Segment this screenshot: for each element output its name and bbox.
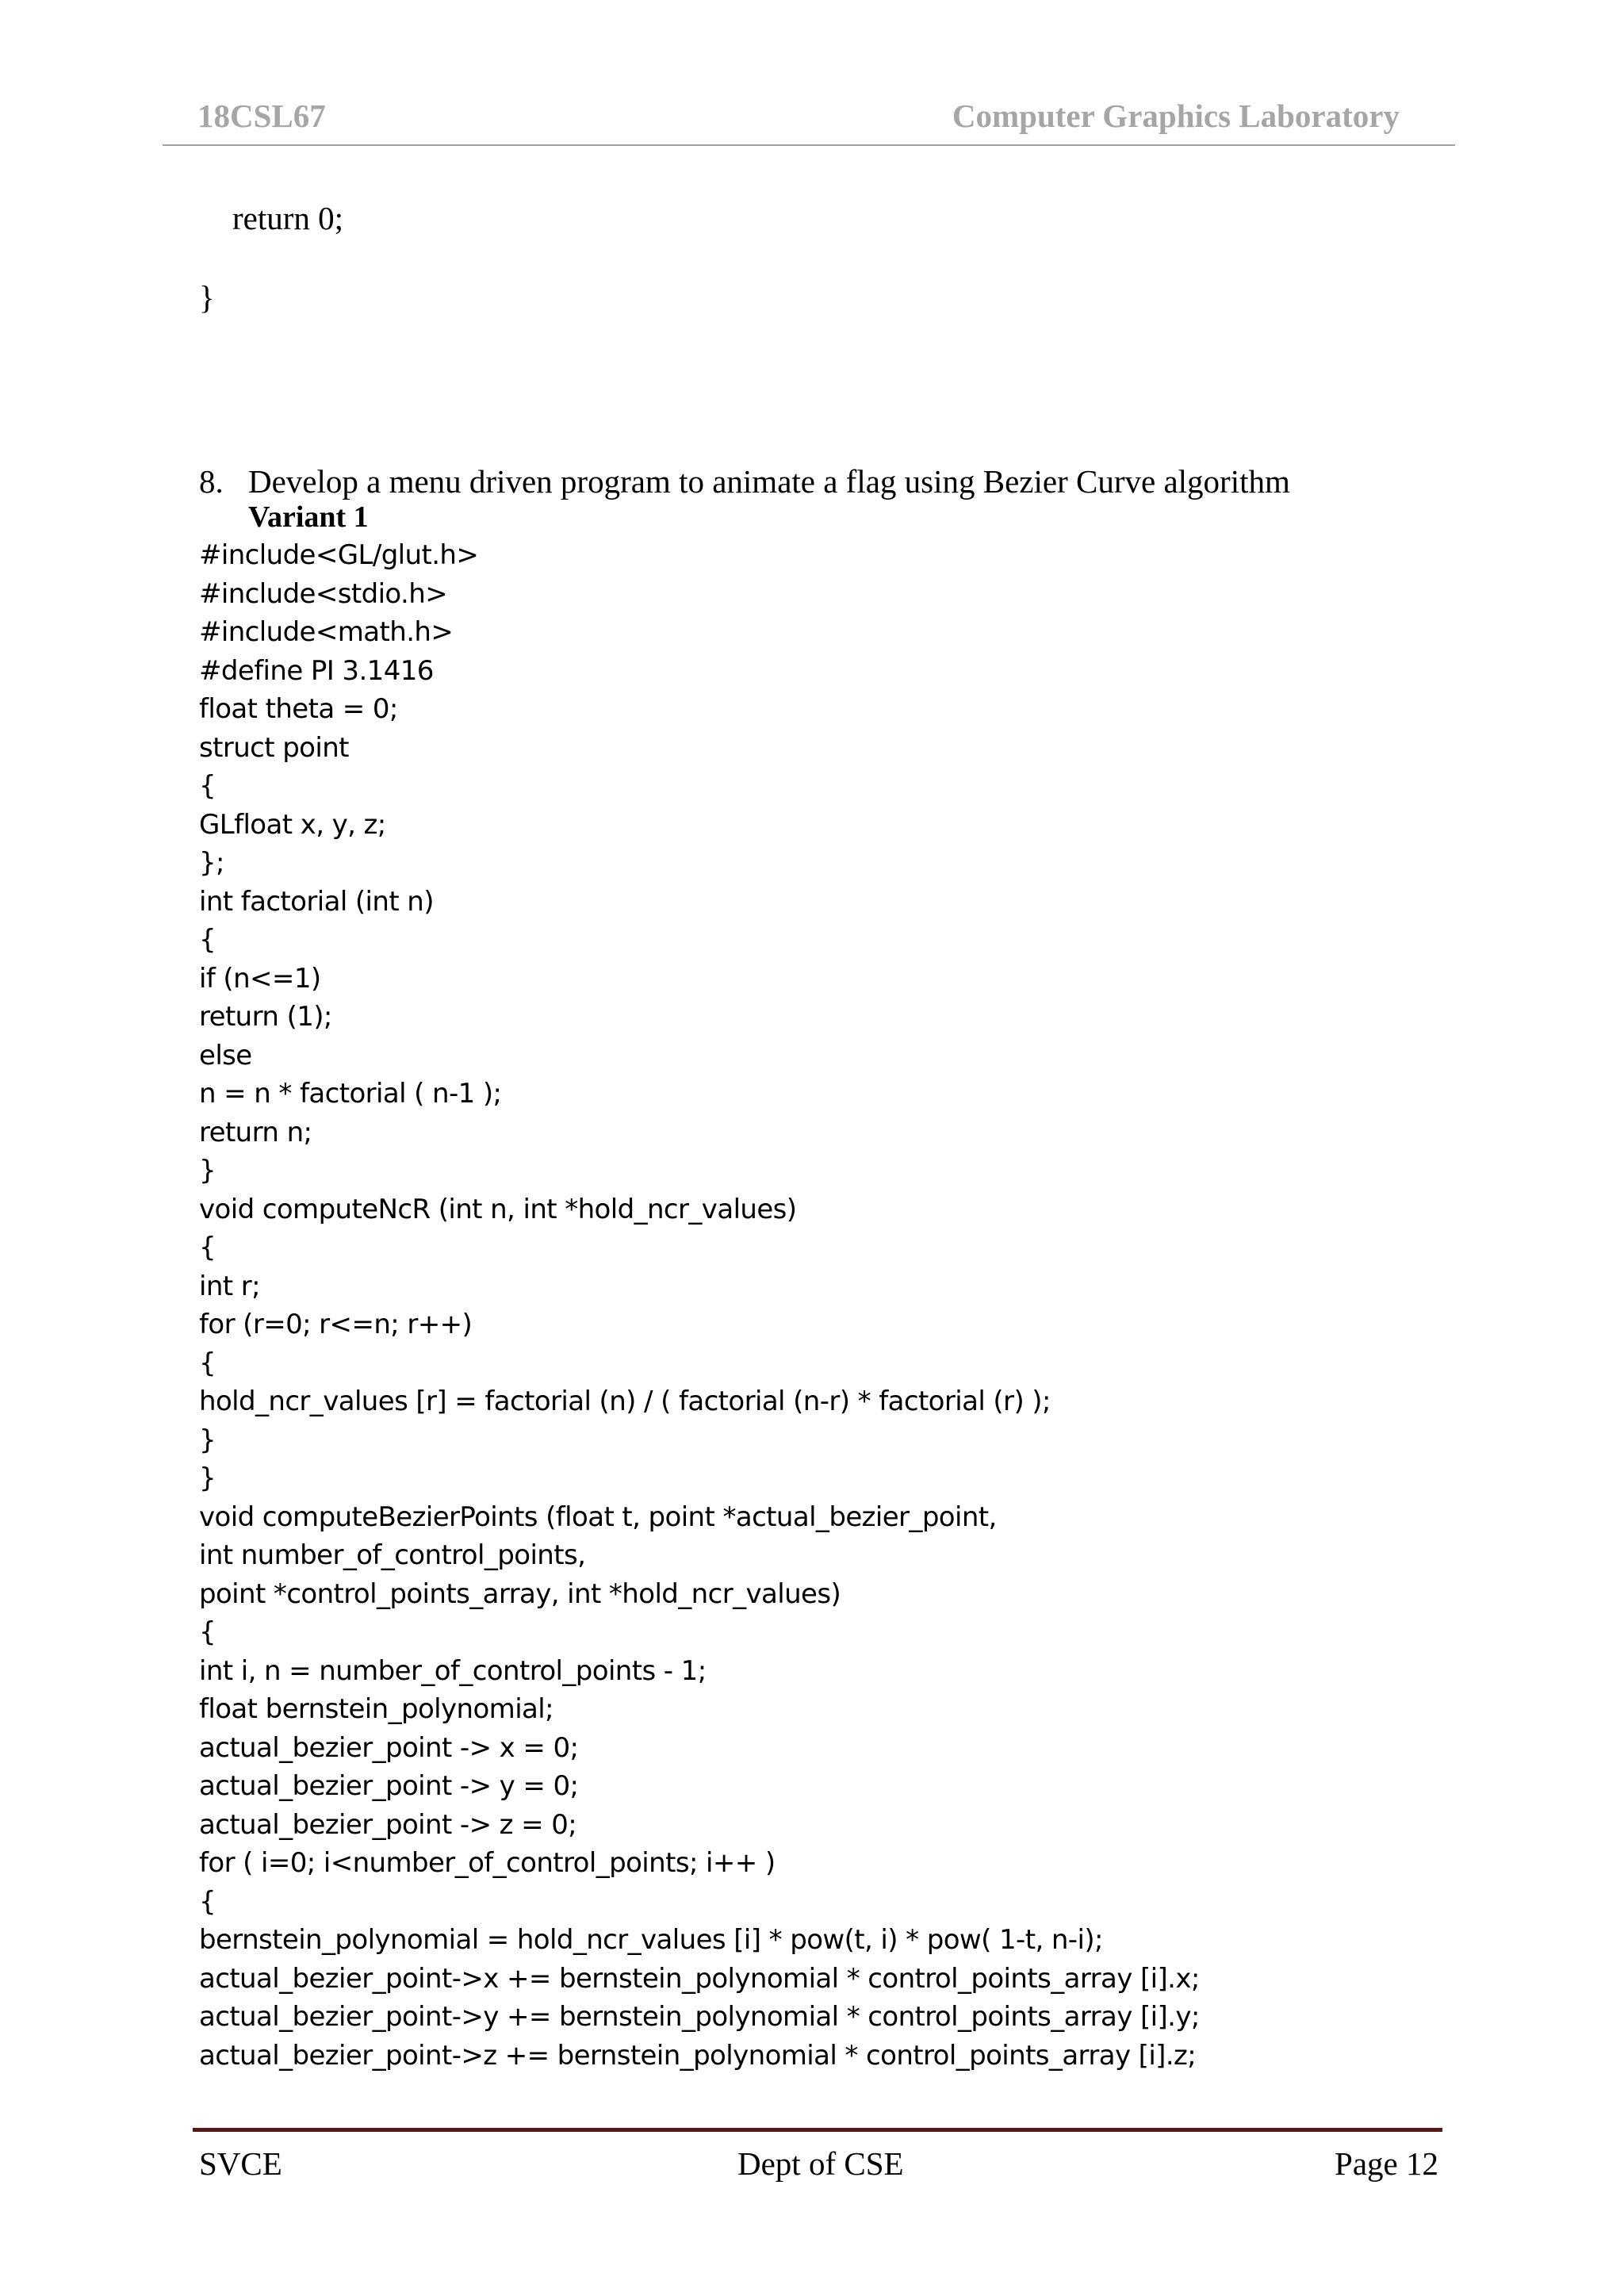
code-line: float theta = 0; bbox=[199, 693, 398, 725]
code-line: } bbox=[199, 1462, 216, 1494]
code-line: actual_bezier_point->y += bernstein_polynomial * control_points_array [i].y; bbox=[199, 2001, 1200, 2033]
code-line: actual_bezier_point->z += bernstein_polynomial * control_points_array [i].z; bbox=[199, 2039, 1197, 2072]
code-line: #include<stdio.h> bbox=[199, 577, 448, 610]
code-line: float bernstein_polynomial; bbox=[199, 1693, 553, 1725]
code-line: #include<GL/glut.h> bbox=[199, 539, 479, 571]
question-number: 8. bbox=[199, 463, 224, 500]
code-line: hold_ncr_values [r] = factorial (n) / ( factorial (n-r) * factorial (r) ); bbox=[199, 1386, 1051, 1417]
code-line: { bbox=[199, 1885, 216, 1918]
code-line: void computeNcR (int n, int *hold_ncr_values) bbox=[199, 1193, 797, 1225]
code-line: { bbox=[199, 924, 216, 956]
code-line: actual_bezier_point -> x = 0; bbox=[199, 1731, 579, 1764]
previous-code-closing-brace: } bbox=[199, 279, 215, 316]
header-course-code: 18CSL67 bbox=[197, 98, 326, 134]
code-line: void computeBezierPoints (float t, point *actual_bezier_point, bbox=[199, 1501, 997, 1533]
footer-rule bbox=[193, 2128, 1442, 2134]
question-text: Develop a menu driven program to animate a flag using Bezier Curve algorithm bbox=[248, 463, 1290, 500]
header-lab-title: Computer Graphics Laboratory bbox=[952, 98, 1400, 134]
code-line: return (1); bbox=[199, 1001, 332, 1033]
code-line: { bbox=[199, 1347, 216, 1379]
code-line: for (r=0; r<=n; r++) bbox=[199, 1309, 473, 1340]
code-line: int factorial (int n) bbox=[199, 885, 434, 918]
code-line: { bbox=[199, 1232, 216, 1263]
code-line: { bbox=[199, 770, 216, 802]
code-line: GLfloat x, y, z; bbox=[199, 808, 386, 841]
code-line: n = n * factorial ( n-1 ); bbox=[199, 1078, 502, 1110]
footer-institution: SVCE bbox=[199, 2145, 282, 2182]
code-line: actual_bezier_point -> y = 0; bbox=[199, 1770, 579, 1802]
code-line: actual_bezier_point -> z = 0; bbox=[199, 1808, 577, 1841]
code-line: int r; bbox=[199, 1270, 260, 1302]
question-heading bbox=[199, 463, 1290, 500]
code-line: point *control_points_array, int *hold_ncr_values) bbox=[199, 1577, 841, 1610]
code-line: return n; bbox=[199, 1116, 312, 1148]
code-line: if (n<=1) bbox=[199, 962, 321, 995]
code-line: }; bbox=[199, 847, 224, 879]
previous-code-return: return 0; bbox=[232, 200, 344, 236]
code-listing bbox=[199, 536, 1200, 2075]
variant-label: Variant 1 bbox=[248, 500, 369, 534]
code-line: bernstein_polynomial = hold_ncr_values [i] * pow(t, i) * pow( 1-t, n-i); bbox=[199, 1924, 1103, 1956]
code-line: struct point bbox=[199, 731, 349, 764]
code-line: } bbox=[199, 1424, 216, 1456]
code-line: actual_bezier_point->x += bernstein_polynomial * control_points_array [i].x; bbox=[199, 1962, 1200, 1995]
code-line: else bbox=[199, 1039, 252, 1071]
code-line: #define PI 3.1416 bbox=[199, 654, 434, 687]
footer-department: Dept of CSE bbox=[737, 2145, 904, 2182]
page-header bbox=[163, 95, 1455, 146]
code-line: int number_of_control_points, bbox=[199, 1539, 586, 1571]
code-line: int i, n = number_of_control_points - 1; bbox=[199, 1654, 707, 1687]
code-line: { bbox=[199, 1616, 216, 1648]
code-line: } bbox=[199, 1155, 216, 1186]
code-line: #include<math.h> bbox=[199, 616, 454, 648]
footer-page-number: Page 12 bbox=[1335, 2145, 1438, 2182]
code-line: for ( i=0; i<number_of_control_points; i++ ) bbox=[199, 1847, 776, 1879]
